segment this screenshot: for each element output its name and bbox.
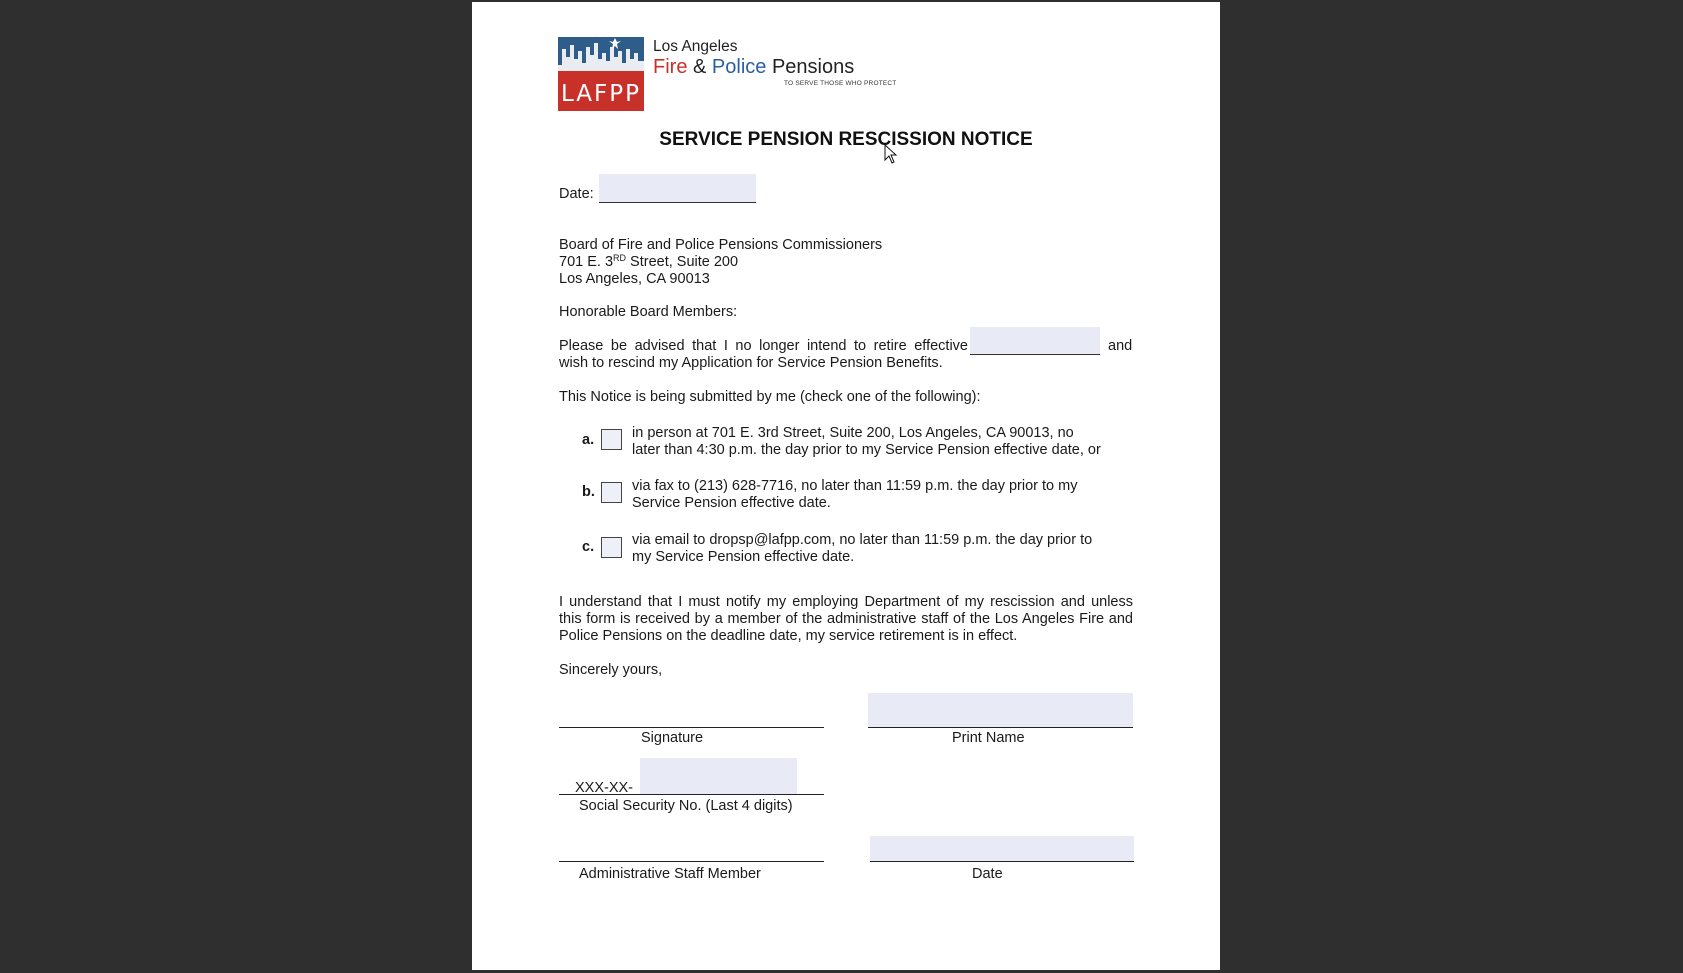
understand-line1: I understand that I must notify my employing Department of my rescission and unless bbox=[559, 594, 1133, 610]
retire-effective-date-input[interactable] bbox=[970, 327, 1100, 355]
print-name-label: Print Name bbox=[952, 730, 1025, 746]
page-title: SERVICE PENSION RESCISSION NOTICE bbox=[659, 129, 1033, 150]
closing: Sincerely yours, bbox=[559, 662, 663, 678]
print-name-input[interactable] bbox=[868, 693, 1133, 728]
org-police: Police bbox=[711, 56, 767, 78]
mouse-cursor-icon bbox=[884, 144, 898, 164]
org-name-line1: Los Angeles bbox=[653, 38, 738, 55]
understand-line3: Police Pensions on the deadline date, my service retirement is in effect. bbox=[559, 628, 1018, 644]
date-label: Date: bbox=[559, 186, 594, 202]
address-line2: 701 E. 3RD Street, Suite 200 bbox=[559, 253, 739, 270]
understand-line2: this form is received by a member of the administrative staff of the Los Angeles Fire and bbox=[559, 611, 1133, 627]
option-a-letter: a. bbox=[582, 432, 595, 448]
document-page bbox=[472, 2, 1220, 970]
option-b-checkbox[interactable] bbox=[601, 482, 622, 503]
date2-label: Date bbox=[972, 866, 1003, 882]
address-line3: Los Angeles, CA 90013 bbox=[559, 271, 710, 287]
option-a-line1: in person at 701 E. 3rd Street, Suite 200, Los Angeles, CA 90013, no bbox=[632, 425, 1074, 441]
salutation: Honorable Board Members: bbox=[559, 304, 738, 320]
advise-text-line2: wish to rescind my Application for Service Pension Benefits. bbox=[559, 355, 943, 371]
date2-input[interactable] bbox=[870, 836, 1134, 862]
advise-text-part2: and bbox=[1108, 338, 1133, 354]
org-pensions: Pensions bbox=[771, 56, 855, 78]
option-b-line1: via fax to (213) 628-7716, no later than 11:59 p.m. the day prior to my bbox=[632, 478, 1078, 494]
option-c-line1: via email to dropsp@lafpp.com, no later than 11:59 p.m. the day prior to bbox=[632, 532, 1093, 548]
admin-staff-label: Administrative Staff Member bbox=[579, 866, 761, 882]
date-input[interactable] bbox=[599, 174, 756, 203]
option-a-line2: later than 4:30 p.m. the day prior to my Service Pension effective date, or bbox=[632, 442, 1101, 458]
city-skyline-icon bbox=[558, 37, 644, 77]
lafpp-logo bbox=[558, 37, 644, 111]
logo-letters: LAFPP bbox=[560, 81, 642, 107]
option-a-checkbox[interactable] bbox=[601, 429, 622, 450]
ssn-prefix: XXX-XX- bbox=[575, 780, 634, 796]
org-amp: & bbox=[693, 56, 707, 78]
address-line1: Board of Fire and Police Pensions Commissioners bbox=[559, 237, 883, 253]
signature-label: Signature bbox=[641, 730, 704, 746]
ssn-last4-input[interactable] bbox=[640, 758, 797, 794]
option-c-checkbox[interactable] bbox=[601, 537, 622, 558]
option-b-line2: Service Pension effective date. bbox=[632, 495, 831, 511]
notice-intro: This Notice is being submitted by me (check one of the following): bbox=[559, 389, 981, 405]
option-c-letter: c. bbox=[582, 539, 595, 555]
signature-line[interactable] bbox=[559, 727, 824, 728]
org-name-line2 bbox=[653, 56, 854, 79]
advise-text-part1: Please be advised that I no longer intend to retire effective bbox=[559, 338, 968, 354]
ssn-line bbox=[559, 794, 824, 795]
option-b-letter: b. bbox=[582, 484, 595, 500]
org-fire: Fire bbox=[653, 56, 688, 78]
org-tagline: TO SERVE THOSE WHO PROTECT bbox=[784, 80, 897, 87]
option-c-line2: my Service Pension effective date. bbox=[632, 549, 855, 565]
admin-staff-line[interactable] bbox=[559, 861, 824, 862]
ssn-label: Social Security No. (Last 4 digits) bbox=[579, 798, 793, 814]
